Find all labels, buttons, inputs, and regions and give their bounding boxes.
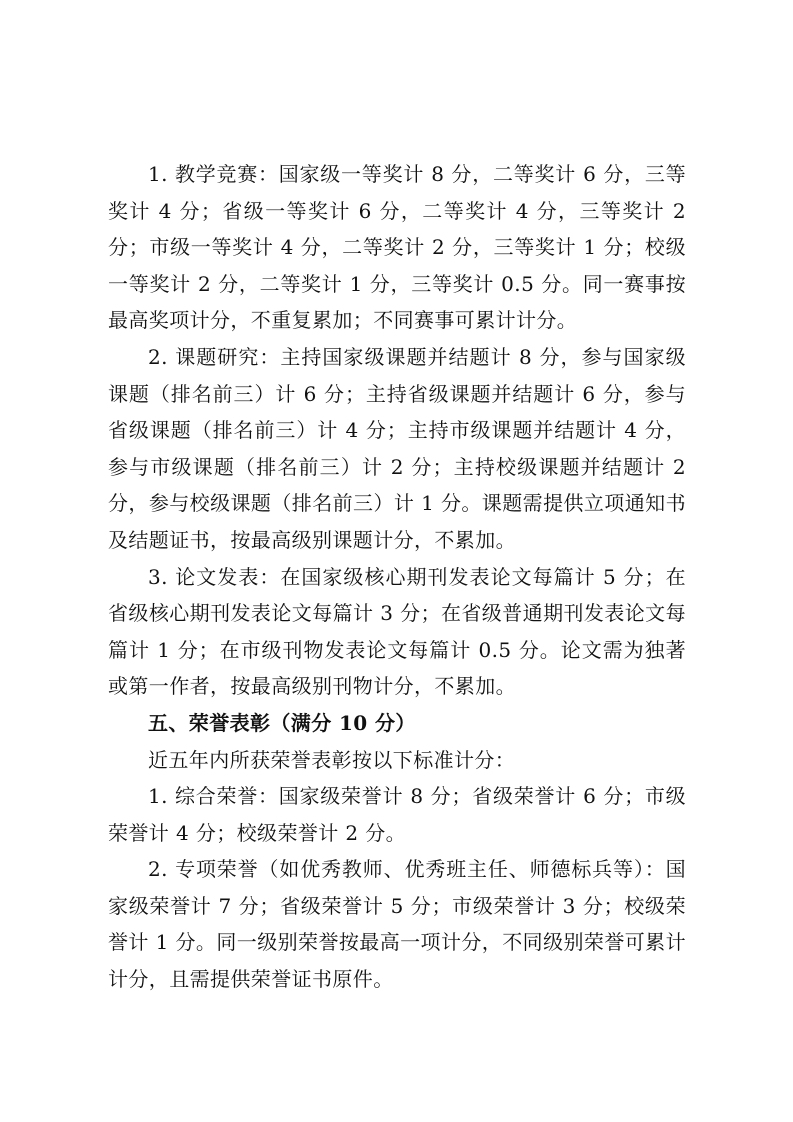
paragraph-research-projects: 2. 课题研究：主持国家级课题并结题计 8 分，参与国家级课题（排名前三）计 6 分；主持省级课题并结题计 6 分，参与省级课题（排名前三）计 4 分；主持市级课题并结题计 4 分，参与市级课题（排名前三）计 2 分；主持校级课题并结题计 2 分，参与校级课题（排名前三）计 1 分。课题需提供立项通知书及结题证书，按最高级别课题计分，不累加。 <box>108 344 686 552</box>
paragraph-paper-publication: 3. 论文发表：在国家级核心期刊发表论文每篇计 5 分；在省级核心期刊发表论文每篇计 3 分；在省级普通期刊发表论文每篇计 1 分；在市级刊物发表论文每篇计 0.5 分。论文需为独著或第一作者，按最高级别刊物计分，不累加。 <box>108 564 686 699</box>
document-body <box>108 156 686 998</box>
paragraph-special-honors: 2. 专项荣誉（如优秀教师、优秀班主任、师德标兵等）：国家级荣誉计 7 分；省级荣誉计 5 分；市级荣誉计 3 分；校级荣誉计 1 分。同一级别荣誉按最高一项计分，不同级别荣誉可累计计分，且需提供荣誉证书原件。 <box>108 857 686 992</box>
paragraph-comprehensive-honors: 1. 综合荣誉：国家级荣誉计 8 分；省级荣誉计 6 分；市级荣誉计 4 分；校级荣誉计 2 分。 <box>108 784 686 845</box>
paragraph-teaching-competition: 1. 教学竞赛：国家级一等奖计 8 分，二等奖计 6 分，三等奖计 4 分；省级一等奖计 6 分，二等奖计 4 分，三等奖计 2 分；市级一等奖计 4 分，二等奖计 2 分，三等奖计 1 分；校级一等奖计 2 分，二等奖计 1 分，三等奖计 0.5 分。同一赛事按最高奖项计分，不重复累加；不同赛事可累计计分。 <box>108 162 686 333</box>
section-heading-honors: 五、荣誉表彰（满分 10 分） <box>148 710 416 735</box>
paragraph-honors-intro: 近五年内所获荣誉表彰按以下标准计分： <box>148 747 516 772</box>
